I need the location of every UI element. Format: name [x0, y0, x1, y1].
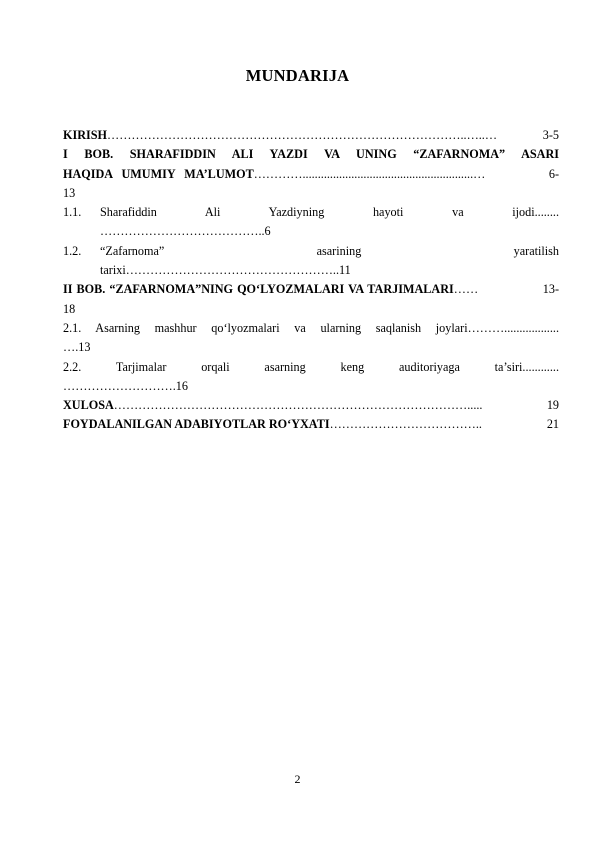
page-title: MUNDARIJA: [245, 66, 350, 85]
toc-entry-label: HAQIDA UMUMIY MA’LUMOT: [63, 166, 254, 181]
toc-entry-bob2: [63, 280, 559, 299]
toc-entry-2-2: 2.2. Tarjimalar orqali asarning keng auditoriyaga ta’siri............: [63, 359, 559, 374]
toc-entry-text: Sharafiddin Ali Yazdiyning hayoti va ijodi........: [100, 205, 559, 220]
page-number: 2: [294, 772, 301, 786]
toc-entry-bob1-line1: I BOB. SHARAFIDDIN ALI YAZDI VA UNING “ZAFARNOMA” ASARI: [63, 147, 559, 162]
toc-entry-1-1: [63, 203, 559, 222]
toc-page-number: 3-5: [542, 128, 559, 142]
toc-page-number: 21: [546, 417, 559, 432]
toc-entry-continuation: …………………………………..6: [100, 224, 271, 239]
toc-leader-dots: …………………………………………………………………………….....: [113, 398, 483, 413]
toc-page-number: 13-: [542, 282, 559, 297]
toc-entry-bob1-line2: [63, 165, 559, 184]
toc-page-number-continued: 18: [63, 301, 76, 316]
toc-section-number: 1.2.: [63, 243, 82, 258]
toc-entry-xulosa: [63, 396, 559, 415]
toc-leader-dots: ………………………………..: [329, 417, 482, 432]
toc-entry-1-2: [63, 242, 559, 261]
toc-entry-foydalanilgan-adabiyotlar: [63, 415, 559, 434]
toc-leader-dots: ……: [453, 282, 479, 297]
toc-entry-continuation: tarixi……………………………………………..11: [100, 263, 351, 278]
toc-entry-continuation: ….13: [63, 340, 91, 355]
toc-entry-2-1: 2.1. Asarning mashhur qo‘lyozmalari va ularning saqlanish joylari………..................: [63, 320, 559, 335]
toc-page-number: 19: [546, 398, 559, 413]
toc-entry-label: XULOSA: [63, 398, 114, 413]
toc-entry-kirish: [63, 126, 559, 145]
toc-leader-dots: ……………………………………………………………………………..…..…: [107, 128, 498, 142]
table-of-contents: [63, 126, 559, 435]
toc-entry-label: KIRISH: [63, 128, 108, 142]
toc-entry-label: FOYDALANILGAN ADABIYOTLAR RO‘YXATI: [63, 417, 330, 432]
toc-entry-continuation: ……………………….16: [63, 378, 188, 393]
toc-entry-text: “Zafarnoma” asarining yaratilish: [100, 243, 559, 258]
toc-section-number: 1.1.: [63, 205, 82, 220]
toc-page-number-continued: 13: [63, 185, 76, 200]
toc-page-number: 6-: [548, 166, 559, 181]
toc-leader-dots: …………........................................................…: [253, 166, 486, 181]
toc-entry-label: II BOB. “ZAFARNOMA”NING QO‘LYOZMALARI VA TARJIMALARI: [63, 282, 454, 297]
